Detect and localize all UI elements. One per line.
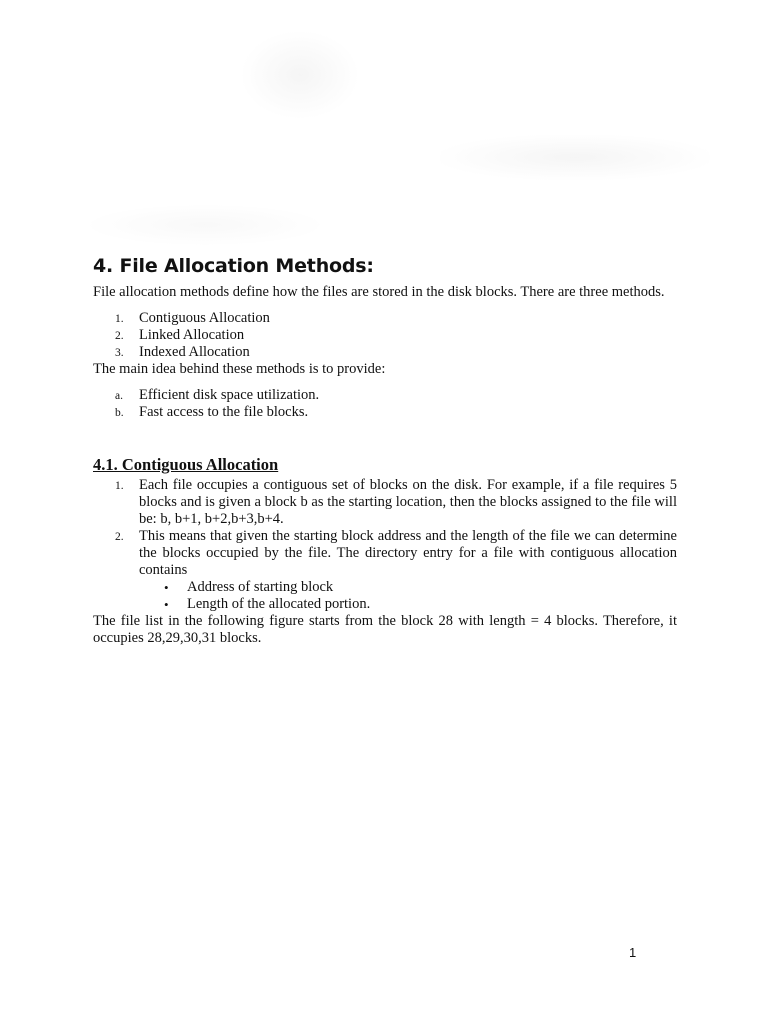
- list-item: [93, 327, 677, 344]
- directory-entry-list: [93, 579, 677, 613]
- list-item: [93, 579, 677, 596]
- scan-artifact: [90, 205, 320, 245]
- list-item-text: Address of starting block: [187, 579, 334, 595]
- list-item-text: This means that given the starting block address and the length of the file we can determine the blocks occupied by the file. The directory entry for a file with contiguous allocation contains: [139, 528, 677, 578]
- list-item-text: Fast access to the file blocks.: [139, 404, 309, 420]
- bullet-icon: •: [164, 580, 169, 595]
- contiguous-points-list: [93, 477, 677, 579]
- list-item: [93, 477, 677, 528]
- list-item-text: Linked Allocation: [139, 327, 245, 343]
- list-marker: 1.: [115, 313, 124, 325]
- list-item-text: Each file occupies a contiguous set of blocks on the disk. For example, if a file requires 5 blocks and is given a block b as the starting location, then the blocks assigned to the file will be: b, b+1, b+2,b+3,b+4.: [139, 477, 677, 527]
- scan-artifact: [240, 30, 360, 120]
- goals-list: [93, 387, 677, 421]
- list-item: [93, 404, 677, 421]
- idea-paragraph: The main idea behind these methods is to provide:: [93, 361, 386, 377]
- subsection-heading: 4.1. Contiguous Allocation: [93, 455, 279, 474]
- list-item-text: Length of the allocated portion.: [187, 596, 371, 612]
- methods-list: [93, 310, 677, 361]
- page-number: 1: [629, 945, 637, 960]
- list-marker: a.: [115, 390, 123, 402]
- list-marker: 2.: [115, 531, 124, 543]
- list-item: [93, 596, 677, 613]
- scan-artifact: [440, 135, 710, 180]
- list-item-text: Indexed Allocation: [139, 344, 250, 360]
- list-marker: b.: [115, 407, 124, 419]
- list-item-text: Efficient disk space utilization.: [139, 387, 320, 403]
- list-marker: 1.: [115, 480, 124, 492]
- closing-paragraph: The file list in the following figure starts from the block 28 with length = 4 blocks. Therefore, it occupies 28,29,30,31 blocks.: [93, 613, 677, 646]
- list-marker: 2.: [115, 330, 124, 342]
- document-body: [93, 254, 677, 647]
- intro-paragraph: File allocation methods define how the files are stored in the disk blocks. There are three methods.: [93, 284, 665, 300]
- list-item: [93, 528, 677, 579]
- list-item: [93, 387, 677, 404]
- section-heading: 4. File Allocation Methods:: [93, 255, 374, 277]
- list-marker: 3.: [115, 347, 124, 359]
- list-item: [93, 310, 677, 327]
- list-item-text: Contiguous Allocation: [139, 310, 270, 326]
- list-item: [93, 344, 677, 361]
- bullet-icon: •: [164, 597, 169, 612]
